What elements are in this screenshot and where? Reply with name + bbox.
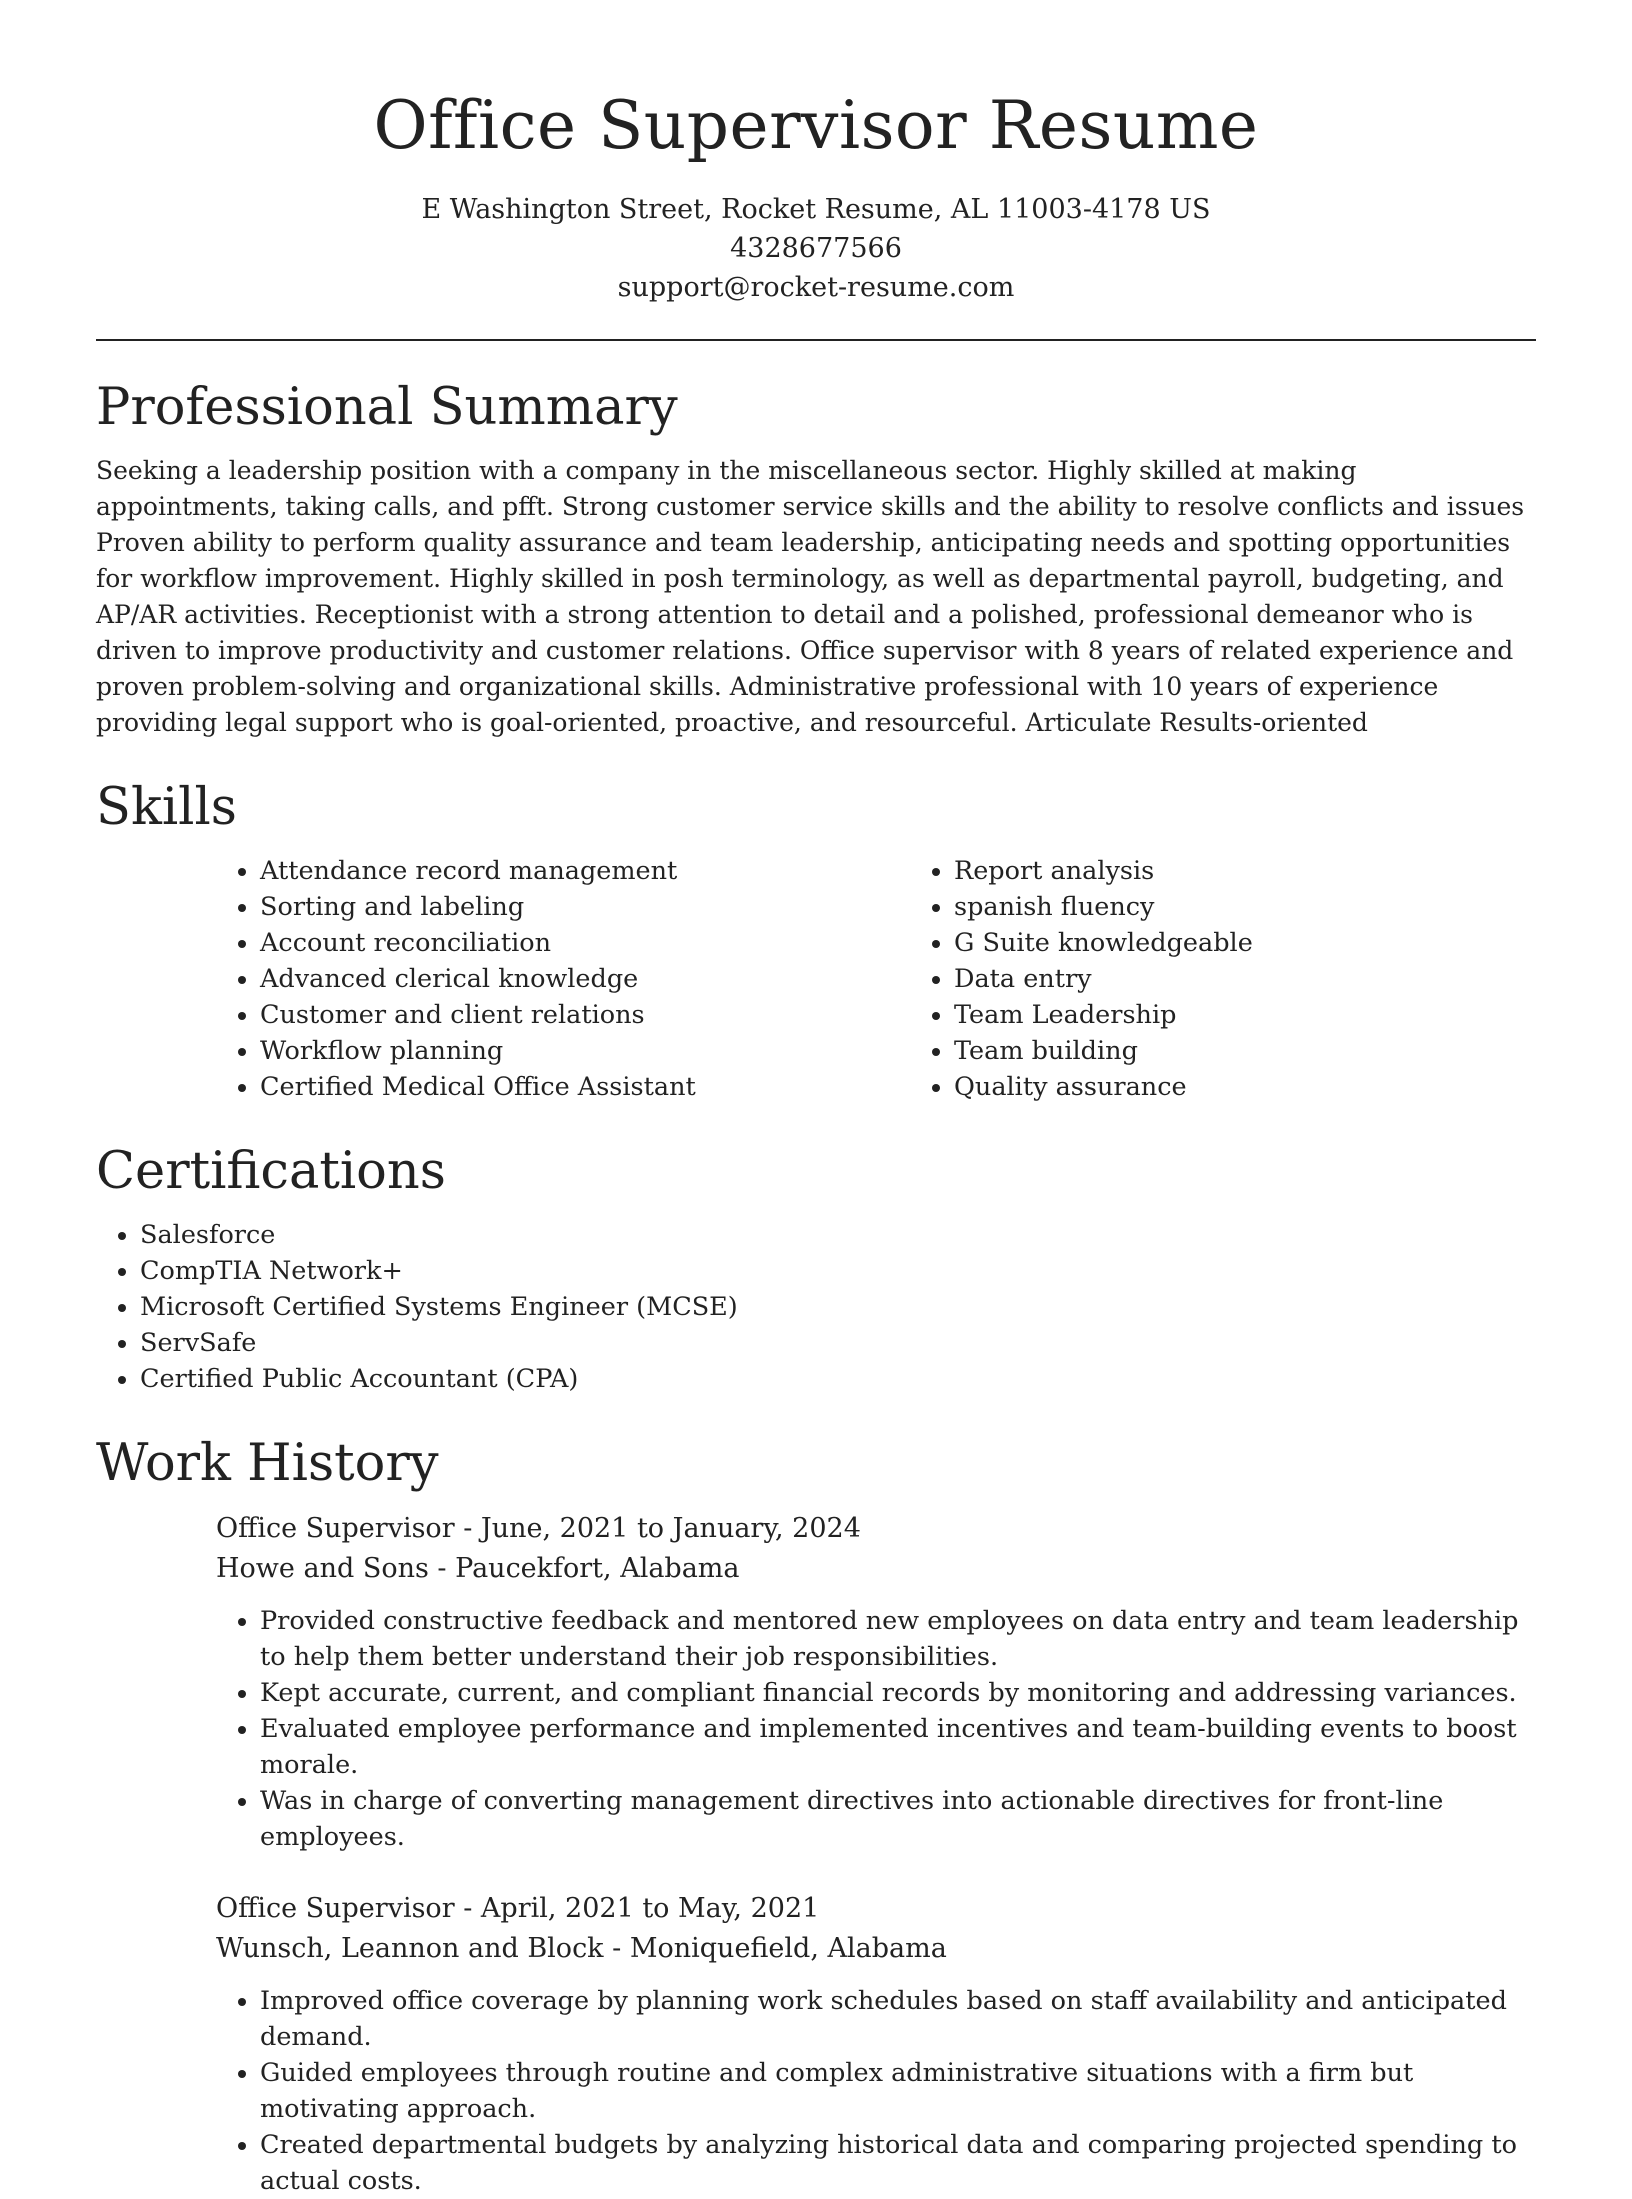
certification-item: • Salesforce xyxy=(140,1217,1536,1253)
certifications-heading: Certifications xyxy=(96,1142,446,1201)
contact-info xyxy=(96,190,1536,307)
skill-item: • G Suite knowledgeable xyxy=(954,925,1604,961)
skill-item: • Team building xyxy=(954,1033,1604,1069)
job-company: Wunsch, Leannon and Block xyxy=(216,1933,604,1964)
job-bullets xyxy=(216,1603,1536,1855)
certification-item: • CompTIA Network+ xyxy=(140,1253,1536,1289)
job-title: Office Supervisor xyxy=(216,1893,455,1924)
header-divider xyxy=(96,339,1536,341)
skill-item: • Report analysis xyxy=(954,853,1604,889)
contact-email: support@rocket-resume.com xyxy=(617,272,1015,303)
certifications-list xyxy=(96,1217,1536,1397)
summary-text: Seeking a leadership position with a company in the miscellaneous sector. Highly skilled at making appointments, taking calls, and pfft. Strong customer service skills and the ability to resolve conflicts and issues Proven ability to perform quality assurance and team leadership, anticipating needs and spotting opportunities for workflow improvement. Highly skilled in posh terminology, as well as departmental payroll, budgeting, and AP/AR activities. Receptionist with a strong attention to detail and a polished, professional demeanor who is driven to improve productivity and customer relations. Office supervisor with 8 years of related experience and proven problem-solving and organizational skills. Administrative professional with 10 years of experience providing legal support who is goal-oriented, proactive, and resourceful. Articulate Results-oriented xyxy=(96,456,1525,737)
skill-item: • Quality assurance xyxy=(954,1069,1604,1105)
job-entry xyxy=(216,1509,1536,1855)
skill-item: • Sorting and labeling xyxy=(260,889,910,925)
contact-phone: 4328677566 xyxy=(730,233,902,264)
job-bullet: • Improved office coverage by planning work schedules based on staff availability and anticipated demand. xyxy=(260,1983,1536,2055)
skill-item: • Certified Medical Office Assistant xyxy=(260,1069,910,1105)
resume-header xyxy=(96,0,1536,307)
certification-item: • Microsoft Certified Systems Engineer (MCSE) xyxy=(140,1289,1536,1325)
skills-list-right xyxy=(910,853,1604,1105)
job-bullet: • Kept accurate, current, and compliant financial records by monitoring and addressing variances. xyxy=(260,1675,1536,1711)
job-dates: June, 2021 to January, 2024 xyxy=(480,1513,861,1544)
job-location: Paucekfort, Alabama xyxy=(455,1553,740,1584)
job-bullet: • Was in charge of converting management directives into actionable directives for front-line employees. xyxy=(260,1783,1536,1855)
job-bullets xyxy=(216,1983,1536,2199)
job-bullet: • Provided constructive feedback and mentored new employees on data entry and team leadership to help them better understand their job responsibilities. xyxy=(260,1603,1536,1675)
skill-item: • Data entry xyxy=(954,961,1604,997)
skill-item: • Attendance record management xyxy=(260,853,910,889)
work-history-heading: Work History xyxy=(96,1434,439,1493)
skill-item: • spanish fluency xyxy=(954,889,1604,925)
summary-section xyxy=(96,377,1536,741)
skill-item: • Customer and client relations xyxy=(260,997,910,1033)
skills-columns xyxy=(216,853,1536,1105)
skills-section xyxy=(96,777,1536,1105)
job-title-line: Office Supervisor - April, 2021 to May, 2021 xyxy=(216,1893,820,1924)
skills-heading: Skills xyxy=(96,778,237,837)
job-entry xyxy=(216,1889,1536,2199)
job-title: Office Supervisor xyxy=(216,1513,455,1544)
job-dates: April, 2021 to May, 2021 xyxy=(480,1893,820,1924)
job-title-line: Office Supervisor - June, 2021 to January, 2024 xyxy=(216,1513,861,1544)
job-bullet: • Evaluated employee performance and implemented incentives and team-building events to boost morale. xyxy=(260,1711,1536,1783)
skill-item: • Advanced clerical knowledge xyxy=(260,961,910,997)
certifications-section xyxy=(96,1141,1536,1397)
skill-item: • Workflow planning xyxy=(260,1033,910,1069)
summary-heading: Professional Summary xyxy=(96,378,678,437)
job-company-line: Howe and Sons - Paucekfort, Alabama xyxy=(216,1553,740,1584)
page-title: Office Supervisor Resume xyxy=(373,87,1259,164)
skill-item: • Account reconciliation xyxy=(260,925,910,961)
work-history-section xyxy=(96,1433,1536,2199)
certification-item: • Certified Public Accountant (CPA) xyxy=(140,1361,1536,1397)
job-company-line: Wunsch, Leannon and Block - Moniquefield, Alabama xyxy=(216,1933,947,1964)
skills-list-left xyxy=(216,853,910,1105)
job-location: Moniquefield, Alabama xyxy=(629,1933,947,1964)
certification-item: • ServSafe xyxy=(140,1325,1536,1361)
skill-item: • Team Leadership xyxy=(954,997,1604,1033)
contact-address: E Washington Street, Rocket Resume, AL 11003-4178 US xyxy=(421,194,1211,225)
job-company: Howe and Sons xyxy=(216,1553,429,1584)
job-bullet: • Created departmental budgets by analyzing historical data and comparing projected spending to actual costs. xyxy=(260,2127,1536,2199)
job-bullet: • Guided employees through routine and complex administrative situations with a firm but motivating approach. xyxy=(260,2055,1536,2127)
